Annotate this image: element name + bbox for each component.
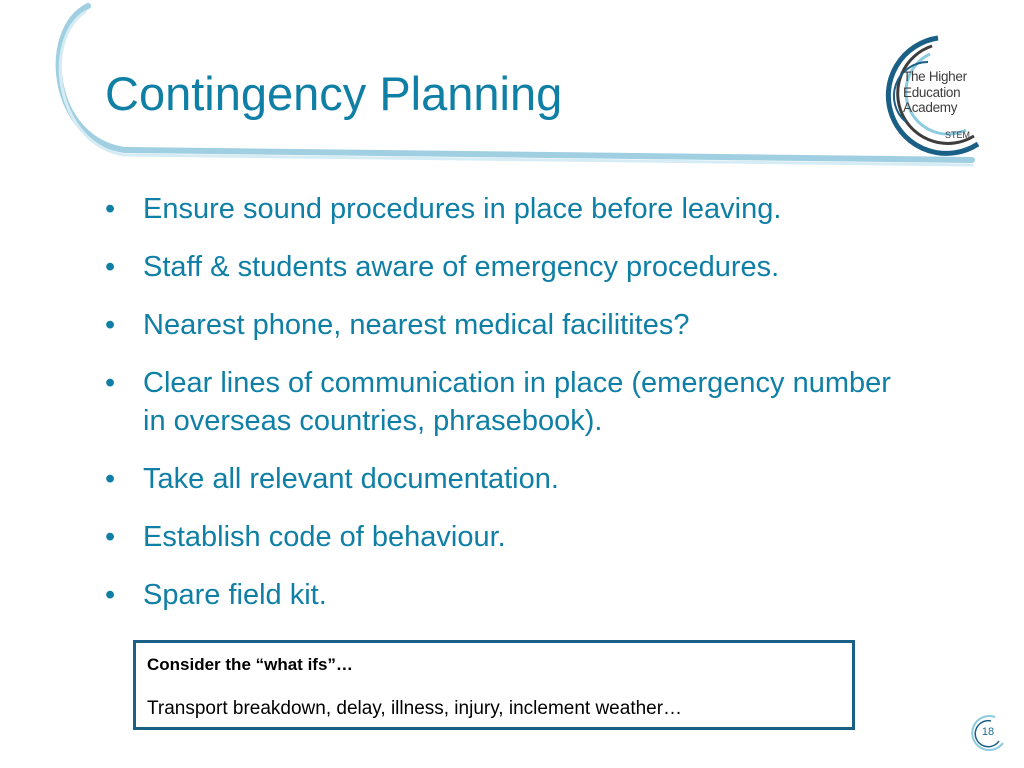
- logo-line-3: Academy: [903, 100, 958, 115]
- logo-stem-label: STEM: [945, 130, 971, 140]
- bullet-item: • Clear lines of communication in place (emergency number in overseas countries, phrasebook).: [100, 364, 920, 440]
- bullet-item: • Ensure sound procedures in place before leaving.: [100, 190, 920, 228]
- bullet-item: • Establish code of behaviour.: [100, 518, 920, 556]
- callout-body: Transport breakdown, delay, illness, injury, inclement weather…: [147, 698, 683, 719]
- callout-heading: Consider the “what ifs”…: [147, 655, 353, 674]
- bullet-item: • Spare field kit.: [100, 576, 920, 614]
- logo-line-1: The Higher: [903, 69, 967, 84]
- what-ifs-callout-box: [133, 640, 855, 730]
- bullet-item: • Nearest phone, nearest medical facilitites?: [100, 306, 920, 344]
- hea-logo-text: [903, 69, 983, 116]
- bullet-item: • Staff & students aware of emergency procedures.: [100, 248, 920, 286]
- bullet-item: • Take all relevant documentation.: [100, 460, 920, 498]
- page-number: 18: [981, 726, 995, 738]
- logo-line-2: Education: [903, 84, 961, 100]
- slide-title: Contingency Planning: [105, 67, 563, 120]
- bullet-list: [100, 190, 920, 634]
